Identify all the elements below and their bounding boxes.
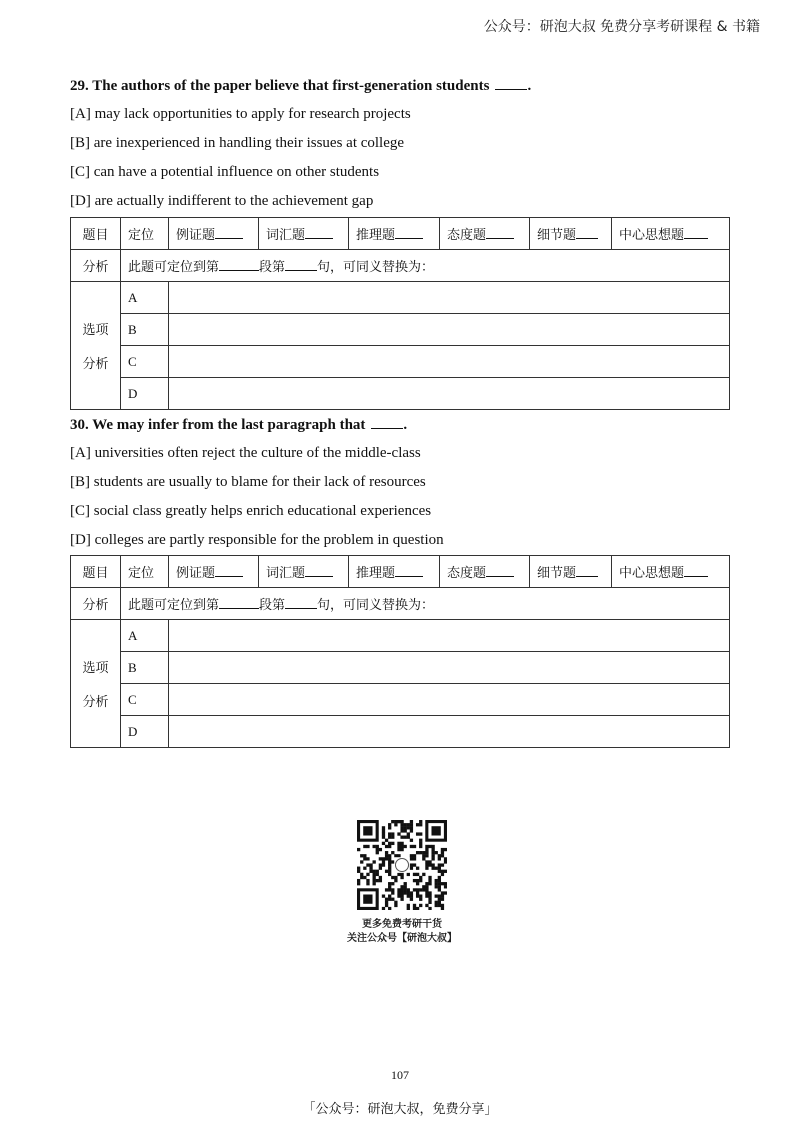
option-letter-d: D [121,378,169,410]
option-d: [D] are actually indifferent to the achievement gap [70,193,374,209]
option-d: [D] colleges are partly responsible for the problem in question [70,532,444,548]
option-letter-a: A [121,282,169,314]
option-a: [A] universities often reject the culture of the middle-class [70,445,421,461]
qr-code [357,820,447,915]
row-label-analysis: 分析 [71,588,121,620]
option-letter-c: C [121,346,169,378]
question-end: . [403,417,408,433]
option-letter-d: D [121,716,169,748]
locate-header: 定位 [121,218,169,250]
option-letter-c: C [121,684,169,716]
row-label-question: 题目 [71,556,121,588]
option-b-answer-cell[interactable] [169,652,730,684]
question-text: 30. We may infer from the last paragraph that [70,417,366,433]
type-inference: 推理题 [349,556,440,588]
locate-sentence: 此题可定位到第 段第 句，可同义替换为： [121,588,730,620]
option-c-answer-cell[interactable] [169,346,730,378]
option-analysis-label: 选项 分析 [71,282,121,410]
qr-caption-line-1: 更多免费考研干货 [362,919,442,930]
type-example: 例证题 [169,218,259,250]
page-header: 公众号：研泡大叔 免费分享考研课程 & 书籍 [483,19,760,35]
row-label-question: 题目 [71,218,121,250]
option-letter-b: B [121,314,169,346]
type-detail: 细节题 [530,556,612,588]
row-label-analysis: 分析 [71,250,121,282]
type-main-idea: 中心思想题 [612,218,730,250]
answer-blank [495,77,527,90]
type-attitude: 态度题 [440,556,530,588]
locate-sentence: 此题可定位到第 段第 句，可同义替换为： [121,250,730,282]
answer-blank [371,416,403,429]
question-end: . [527,78,532,94]
option-b-answer-cell[interactable] [169,314,730,346]
type-inference: 推理题 [349,218,440,250]
analysis-table-30 [70,555,730,748]
option-a: [A] may lack opportunities to apply for research projects [70,106,411,122]
option-letter-a: A [121,620,169,652]
option-analysis-label: 选项 分析 [71,620,121,748]
question-30-title [70,416,407,434]
type-example: 例证题 [169,556,259,588]
option-c: [C] social class greatly helps enrich educational experiences [70,503,432,519]
qr-caption-line-2: 关注公众号【研泡大叔】 [347,933,457,944]
question-29-title [70,77,531,95]
option-d-answer-cell[interactable] [169,378,730,410]
option-letter-b: B [121,652,169,684]
type-attitude: 态度题 [440,218,530,250]
option-c-answer-cell[interactable] [169,684,730,716]
locate-header: 定位 [121,556,169,588]
option-c: [C] can have a potential influence on other students [70,164,380,180]
question-text: 29. The authors of the paper believe that first-generation students [70,78,490,94]
option-b: [B] students are usually to blame for their lack of resources [70,474,426,490]
type-main-idea: 中心思想题 [612,556,730,588]
option-b: [B] are inexperienced in handling their issues at college [70,135,405,151]
type-vocabulary: 词汇题 [259,218,349,250]
page-number: 107 [391,1068,409,1082]
qr-code-image [357,820,447,910]
type-detail: 细节题 [530,218,612,250]
option-a-answer-cell[interactable] [169,620,730,652]
option-a-answer-cell[interactable] [169,282,730,314]
option-d-answer-cell[interactable] [169,716,730,748]
type-vocabulary: 词汇题 [259,556,349,588]
page-footer: 「公众号：研泡大叔，免费分享」 [302,1102,498,1117]
analysis-table-29 [70,217,730,410]
